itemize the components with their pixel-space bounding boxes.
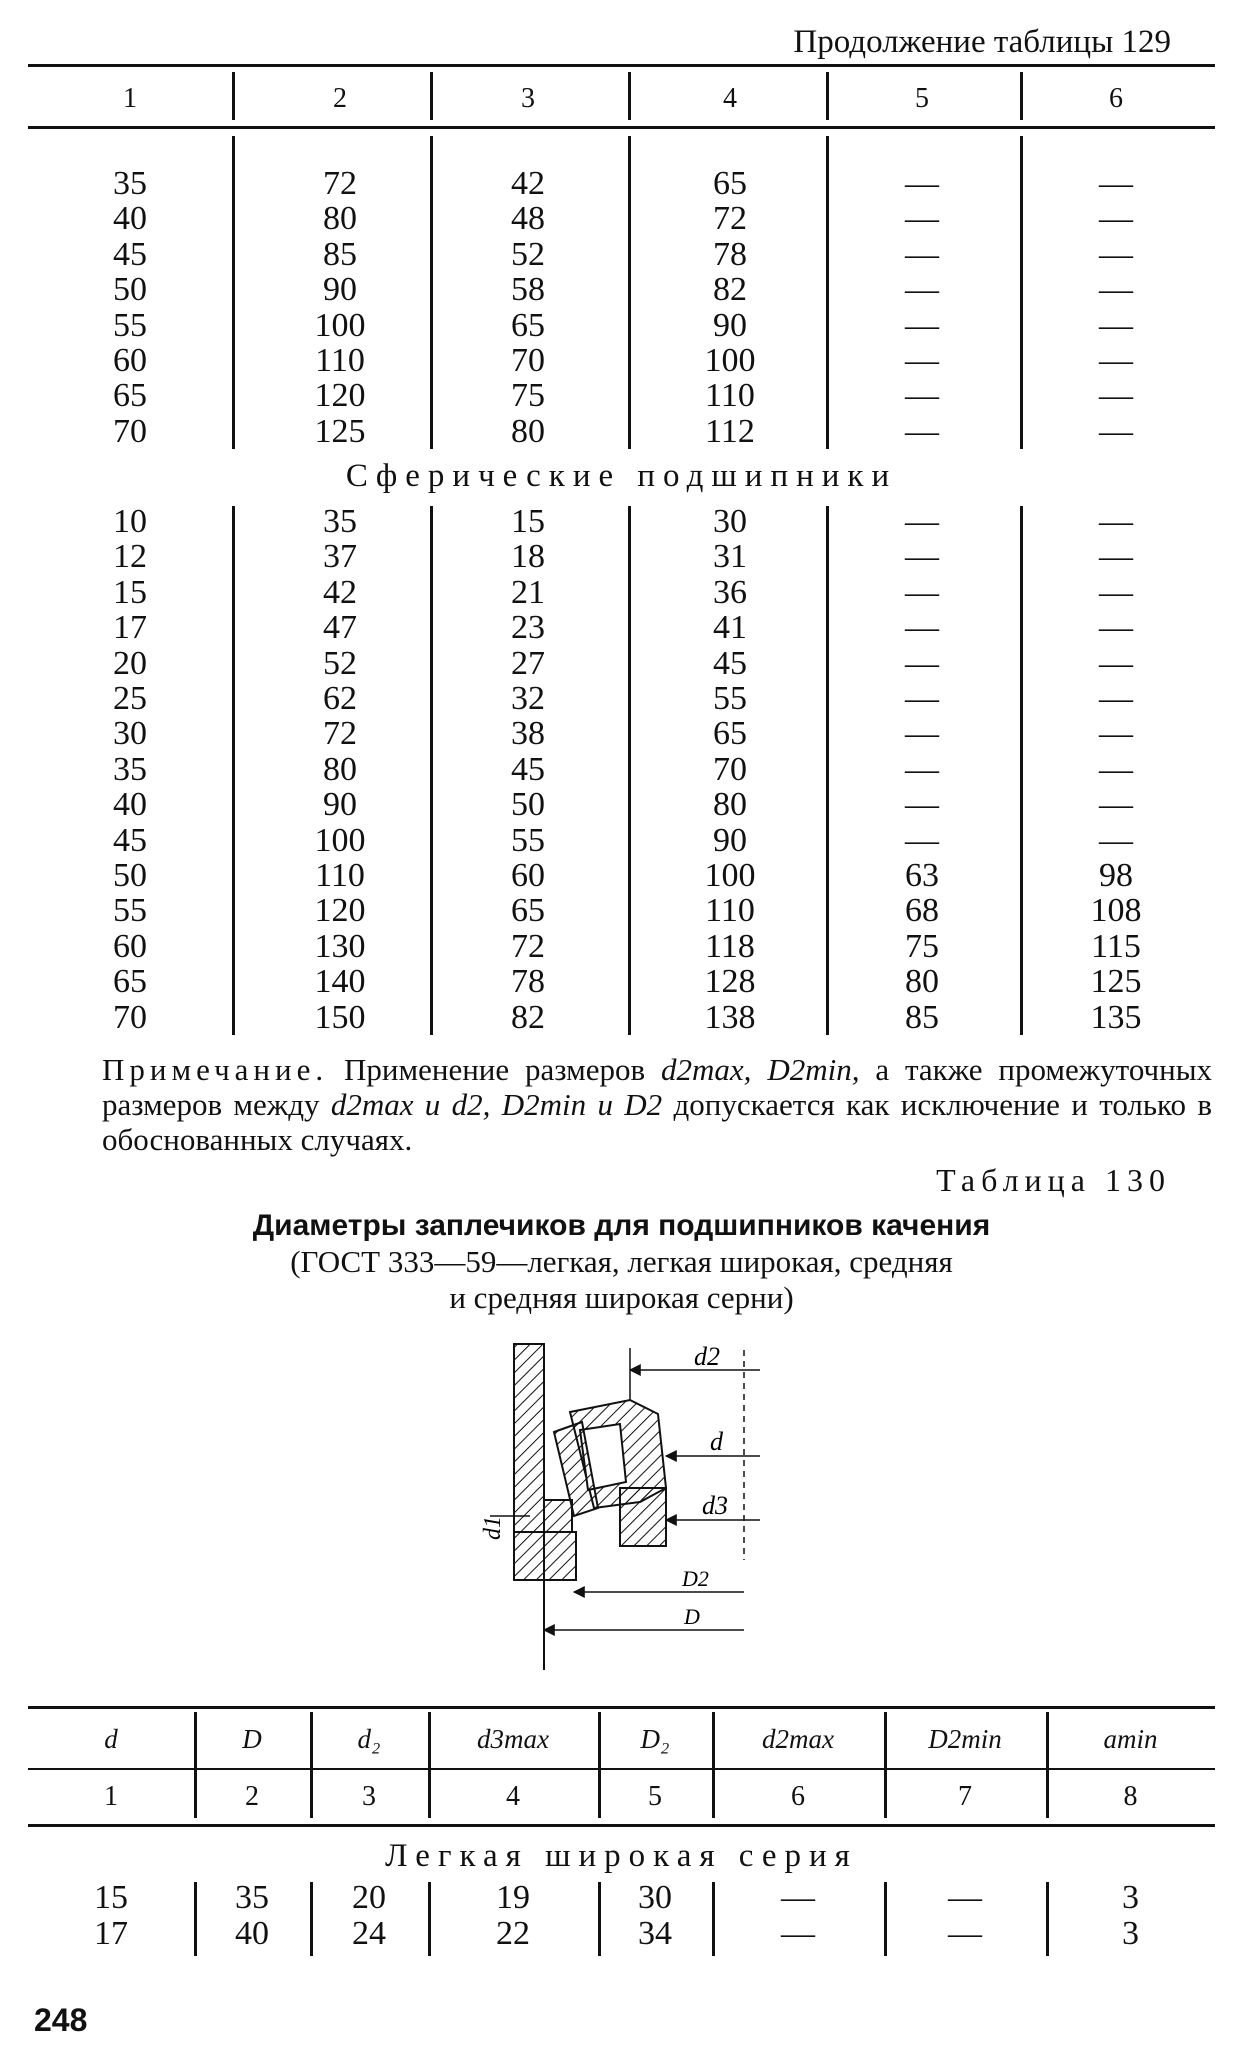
table-cell: 65 — [113, 963, 147, 1001]
table-cell: 125 — [314, 412, 366, 450]
table-cell: — — [905, 377, 939, 415]
table-cell: 65 — [511, 892, 545, 930]
table-cell: 82 — [511, 998, 545, 1036]
column-number-cell: 5 — [648, 1781, 662, 1812]
table-cell: 118 — [705, 927, 755, 965]
table-cell: 35 — [113, 165, 147, 202]
table-cell: 36 — [713, 573, 747, 611]
table-130-heading — [0, 1208, 1243, 1316]
table-cell: — — [905, 271, 939, 309]
table-cell: — — [1099, 644, 1133, 682]
table-cell: — — [905, 750, 939, 788]
column-rule — [598, 1882, 601, 1956]
header-cell: D₂ — [640, 1724, 670, 1754]
housing-shoulder-section — [620, 1488, 666, 1546]
table-cell: 35 — [323, 503, 357, 540]
table-cell: 38 — [511, 715, 545, 753]
table-cell: 90 — [713, 821, 747, 859]
table-cell: — — [1099, 271, 1133, 309]
table-cell: 40 — [113, 200, 147, 238]
table-cell: 70 — [113, 412, 147, 450]
table-cell: — — [1099, 165, 1133, 202]
table-130-title: Диаметры заплечиков для подшипников качения — [252, 1209, 991, 1242]
table-cell: 55 — [713, 680, 747, 717]
header-cell: d₂ — [357, 1724, 381, 1754]
table-cell: 12 — [113, 538, 147, 576]
column-rule — [826, 72, 829, 120]
table-cell: 40 — [113, 786, 147, 824]
table-cell: 125 — [1090, 963, 1142, 1001]
table-cell: — — [781, 1915, 815, 1952]
table-cell: — — [905, 786, 939, 824]
table-cell: 70 — [713, 750, 747, 788]
table-cell: 80 — [905, 963, 939, 1001]
column-rule — [428, 1882, 431, 1956]
table-cell: 70 — [113, 998, 147, 1036]
column-rule — [194, 1882, 197, 1956]
table-cell: — — [905, 235, 939, 273]
table-cell: 31 — [713, 538, 747, 576]
bearing-shoulder-figure — [470, 1340, 790, 1680]
table-cell: — — [1099, 235, 1133, 273]
table-cell: 72 — [511, 927, 545, 965]
header-cell: 6 — [1109, 83, 1123, 114]
table-cell: 20 — [352, 1879, 386, 1916]
column-rule — [310, 1882, 313, 1956]
table-cell: 98 — [1099, 857, 1133, 894]
header-cell: 4 — [723, 83, 737, 114]
table-cell: — — [1099, 200, 1133, 238]
table-cell: 110 — [315, 342, 365, 379]
table-cell: 140 — [314, 963, 366, 1001]
column-rule — [712, 1712, 715, 1818]
table-cell: 30 — [113, 715, 147, 753]
table-cell: 80 — [323, 750, 357, 788]
table-cell: 80 — [323, 200, 357, 238]
table-cell: — — [1099, 750, 1133, 788]
table-cell: 72 — [323, 715, 357, 753]
table-cell: — — [905, 503, 939, 540]
label-D: D — [684, 1604, 700, 1629]
table-cell: — — [905, 342, 939, 379]
column-rule — [428, 1712, 431, 1818]
table-cell: 52 — [323, 644, 357, 682]
table-cell: 120 — [314, 377, 366, 415]
table-cell: — — [781, 1879, 815, 1916]
label-d: d — [710, 1427, 723, 1456]
table-cell: 30 — [713, 503, 747, 540]
table-cell: 15 — [94, 1879, 128, 1916]
table-cell: 135 — [1090, 998, 1142, 1036]
column-rule — [232, 136, 235, 449]
section-title-light-wide: Легкая широкая серия — [385, 1838, 858, 1874]
table-cell: 35 — [113, 750, 147, 788]
note-text-3: d2max и d2, D2min и D2 — [330, 1087, 663, 1122]
column-rule — [1020, 506, 1023, 1035]
table-cell: — — [1099, 306, 1133, 344]
table-cell: 47 — [323, 609, 357, 647]
column-rule — [232, 72, 235, 120]
note-d2max: d2max, — [661, 1052, 752, 1087]
column-rule — [1046, 1712, 1049, 1818]
table-cell: 65 — [113, 377, 147, 415]
page-number: 248 — [34, 2002, 88, 2038]
table-cell: 52 — [511, 235, 545, 273]
table-cell: — — [905, 165, 939, 202]
table-cell: 50 — [113, 271, 147, 309]
table-cell: — — [1099, 609, 1133, 647]
column-rule — [884, 1712, 887, 1818]
column-rule — [1020, 136, 1023, 449]
table-cell: 15 — [113, 573, 147, 611]
table-cell: 58 — [511, 271, 545, 309]
table-cell: 45 — [713, 644, 747, 682]
table-cell: 85 — [905, 998, 939, 1036]
table-cell: 60 — [113, 342, 147, 379]
label-d1: d1 — [480, 1516, 506, 1540]
column-rule — [628, 72, 631, 120]
column-rule — [1020, 72, 1023, 120]
table-cell: 72 — [323, 165, 357, 202]
table-cell: 63 — [905, 857, 939, 894]
table-note — [102, 1052, 1212, 1157]
table-cell: 55 — [113, 892, 147, 930]
table-cell: 37 — [323, 538, 357, 576]
table-cell: 90 — [323, 786, 357, 824]
label-d3: d3 — [702, 1491, 728, 1520]
table-cell: — — [905, 573, 939, 611]
column-rule — [1046, 1882, 1049, 1956]
table-cell: — — [905, 412, 939, 450]
table-cell: — — [1099, 680, 1133, 717]
table-130-label: Таблица 130 — [936, 1162, 1171, 1198]
table-cell: 19 — [496, 1879, 530, 1916]
table-cell: 65 — [713, 715, 747, 753]
table-cell: 80 — [713, 786, 747, 824]
table-cell: 32 — [511, 680, 545, 717]
table-cell: 42 — [323, 573, 357, 611]
table-cell: 27 — [511, 644, 545, 682]
table-cell: 17 — [113, 609, 147, 647]
table-130-subtitle-1: (ГОСТ 333—59—легкая, легкая широкая, средняя — [290, 1244, 953, 1279]
table-cell: 25 — [113, 680, 147, 717]
table-cell: — — [1099, 573, 1133, 611]
table-cell: 112 — [705, 412, 755, 450]
table-cell: — — [905, 680, 939, 717]
table-cell: 100 — [314, 306, 366, 344]
section-title-spherical: Сферические подшипники — [345, 458, 898, 494]
table-130-subtitle-2: и средняя широкая серни) — [449, 1280, 794, 1315]
table-cell: 45 — [113, 821, 147, 859]
table-cell: — — [1099, 538, 1133, 576]
column-rule — [628, 136, 631, 449]
table-cell: 35 — [235, 1879, 269, 1916]
column-rule — [430, 136, 433, 449]
table-cell: 100 — [704, 342, 756, 379]
table-rule — [28, 64, 1215, 67]
header-cell: 1 — [123, 83, 137, 114]
label-d2: d2 — [694, 1342, 720, 1371]
column-number-cell: 1 — [104, 1781, 118, 1812]
note-text-1: Применение размеров — [344, 1052, 646, 1087]
column-rule — [232, 506, 235, 1035]
table-cell: — — [948, 1915, 982, 1952]
table-cell: 60 — [511, 857, 545, 894]
table-cell: 65 — [511, 306, 545, 344]
column-number-cell: 2 — [245, 1781, 259, 1812]
column-number-cell: 7 — [958, 1781, 972, 1812]
label-D2: D2 — [682, 1566, 709, 1591]
note-text-4: допускается как исключение и только в обоснованных случаях. — [102, 1087, 1213, 1157]
table-cell: 120 — [314, 892, 366, 930]
table-continuation-label: Продолжение таблицы 129 — [793, 24, 1171, 60]
table-cell: 70 — [511, 342, 545, 379]
table-cell: — — [905, 200, 939, 238]
table-cell: 22 — [496, 1915, 530, 1952]
table-cell: 20 — [113, 644, 147, 682]
table-cell: 50 — [511, 786, 545, 824]
housing-wall-section — [514, 1344, 544, 1532]
table-cell: 110 — [705, 892, 755, 930]
table-cell: 34 — [638, 1915, 672, 1952]
header-cell: 5 — [915, 83, 929, 114]
table-cell: 85 — [323, 235, 357, 273]
column-rule — [884, 1882, 887, 1956]
table-cell: — — [905, 306, 939, 344]
table-cell: 18 — [511, 538, 545, 576]
table-cell: 82 — [713, 271, 747, 309]
column-rule — [430, 72, 433, 120]
table-cell: — — [1099, 342, 1133, 379]
table-cell: 115 — [1091, 927, 1141, 965]
header-cell: d — [104, 1724, 118, 1754]
table-cell: — — [948, 1879, 982, 1916]
table-cell: 72 — [713, 200, 747, 238]
column-rule — [194, 1712, 197, 1818]
table-cell: — — [905, 538, 939, 576]
table-cell: 50 — [113, 857, 147, 894]
column-rule — [310, 1712, 313, 1818]
table-cell: 40 — [235, 1915, 269, 1952]
column-rule — [826, 136, 829, 449]
table-cell: 15 — [511, 503, 545, 540]
table-rule — [28, 1706, 1215, 1709]
table-cell: 41 — [713, 609, 747, 647]
header-cell: 2 — [333, 83, 347, 114]
table-cell: — — [1099, 377, 1133, 415]
table-cell: 78 — [511, 963, 545, 1001]
table-cell: 3 — [1122, 1879, 1139, 1916]
table-cell: 45 — [113, 235, 147, 273]
table-cell: 60 — [113, 927, 147, 965]
table-cell: 130 — [314, 927, 366, 965]
table-cell: 42 — [511, 165, 545, 202]
table-cell: 90 — [323, 271, 357, 309]
column-number-cell: 3 — [362, 1781, 376, 1812]
table-cell: 55 — [511, 821, 545, 859]
table-cell: — — [905, 644, 939, 682]
table-cell: 75 — [511, 377, 545, 415]
column-rule — [712, 1882, 715, 1956]
table-cell: 48 — [511, 200, 545, 238]
note-label: Примечание. — [102, 1052, 329, 1087]
table-cell: 55 — [113, 306, 147, 344]
note-text-2: а также промежуточных размеров между — [102, 1052, 1213, 1122]
column-number-cell: 6 — [791, 1781, 805, 1812]
table-cell: 108 — [1090, 892, 1142, 930]
table-cell: 138 — [704, 998, 756, 1036]
column-number-cell: 8 — [1123, 1781, 1138, 1812]
table-cell: 30 — [638, 1879, 672, 1916]
table-cell: 21 — [511, 573, 545, 611]
table-cell: 3 — [1122, 1915, 1139, 1952]
table-cell: 17 — [94, 1915, 128, 1952]
table-cell: 62 — [323, 680, 357, 717]
table-cell: 100 — [314, 821, 366, 859]
table-cell: 90 — [713, 306, 747, 344]
table-cell: 128 — [704, 963, 756, 1001]
table-rule — [28, 126, 1215, 129]
table-cell: 10 — [113, 503, 147, 540]
column-rule — [598, 1712, 601, 1818]
table-cell: 110 — [315, 857, 365, 894]
table-cell: — — [1099, 821, 1133, 859]
table-cell: — — [1099, 412, 1133, 450]
table-cell: 45 — [511, 750, 545, 788]
table-cell: 78 — [713, 235, 747, 273]
header-cell: d2max — [762, 1724, 834, 1754]
header-cell: D — [242, 1724, 262, 1754]
column-number-cell: 4 — [506, 1781, 520, 1812]
table-cell: 150 — [314, 998, 366, 1036]
inner-spacer-section — [544, 1500, 572, 1532]
table-cell: — — [1099, 503, 1133, 540]
header-cell: amin — [1103, 1724, 1158, 1754]
table-cell: 24 — [352, 1915, 386, 1952]
table-cell: 110 — [705, 377, 755, 415]
table-cell: 75 — [905, 927, 939, 965]
table-cell: 100 — [704, 857, 756, 894]
table-cell: 65 — [713, 165, 747, 202]
column-rule — [430, 506, 433, 1035]
table-rule — [28, 1824, 1215, 1827]
table-cell: 80 — [511, 412, 545, 450]
header-cell: d3max — [477, 1724, 549, 1754]
table-cell: 68 — [905, 892, 939, 930]
table-cell: — — [1099, 715, 1133, 753]
note-D2min: D2min, — [767, 1052, 860, 1087]
table-rule — [28, 1768, 1215, 1770]
column-rule — [826, 506, 829, 1035]
table-cell: — — [905, 715, 939, 753]
header-cell: D2min — [928, 1724, 1002, 1754]
table-cell: — — [905, 821, 939, 859]
table-cell: — — [1099, 786, 1133, 824]
header-cell: 3 — [521, 83, 535, 114]
table-cell: 23 — [511, 609, 545, 647]
column-rule — [628, 506, 631, 1035]
table-cell: — — [905, 609, 939, 647]
